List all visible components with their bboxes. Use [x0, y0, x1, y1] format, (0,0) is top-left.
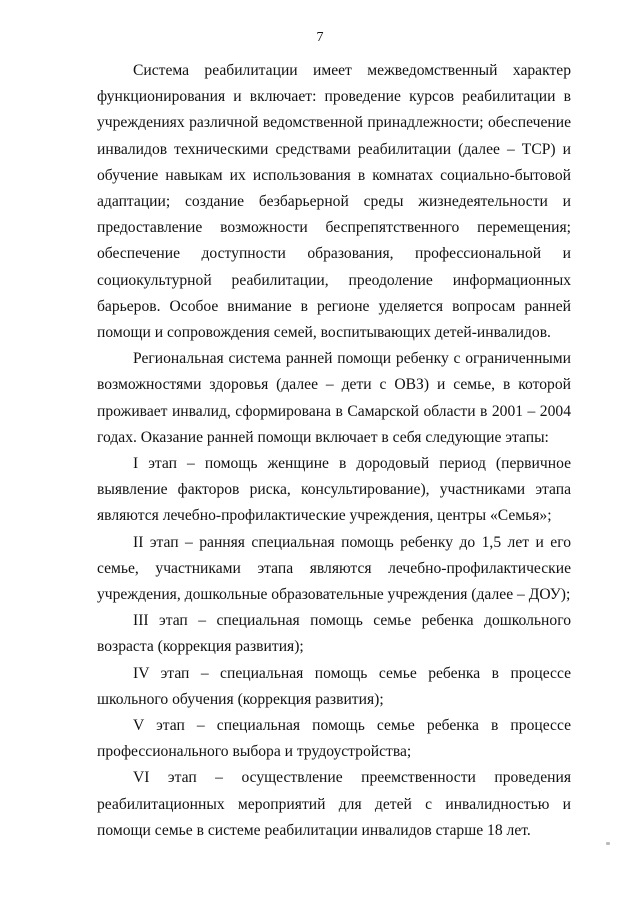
document-body	[97, 58, 571, 844]
paragraph-stage-5: V этап – специальная помощь семье ребенка в процессе профессионального выбора и трудоустройства;	[97, 717, 571, 761]
paragraph-stage-2: II этап – ранняя специальная помощь ребенку до 1,5 лет и его семье, участниками этапа являются лечебно-профилактические учреждения, дошкольные образовательные учреждения (далее – ДОУ);	[97, 533, 571, 604]
scan-speck	[606, 842, 610, 845]
paragraph-stage-3: III этап – специальная помощь семье ребенка дошкольного возраста (коррекция развития);	[97, 612, 571, 656]
paragraph-stage-1: I этап – помощь женщине в дородовый период (первичное выявление факторов риска, консультирование), участниками этапа являются лечебно-профилактические учреждения, центры «Семья»;	[97, 455, 571, 525]
paragraph-stage-6: VI этап – осуществление преемственности проведения реабилитационных мероприятий для детей с инвалидностью и помощи семье в системе реабилитации инвалидов старше 18 лет.	[97, 769, 571, 839]
paragraph-stage-4: IV этап – специальная помощь семье ребенка в процессе школьного обучения (коррекция развития);	[97, 664, 571, 708]
page-number: 7	[316, 30, 324, 45]
paragraph-rehabilitation-system: Система реабилитации имеет межведомственный характер функционирования и включает: проведение курсов реабилитации в учреждениях различной ведомственной принадлежности; обеспечение инвалидов техническими средствами реабилитации (далее – ТСР) и обучение навыкам их использования в комнатах социально-бытовой адаптации; создание безбарьерной среды жизнедеятельности и предоставление возможности беспрепятственного перемещения; обеспечение доступности образования, профессиональной и социокультурной реабилитации, преодоление информационных барьеров. Особое внимание в регионе уделяется вопросам ранней помощи и сопровождения семей, воспитывающих детей-инвалидов.	[97, 62, 571, 342]
paragraph-early-help-system: Региональная система ранней помощи ребенку с ограниченными возможностями здоровья (далее – дети с ОВЗ) и семье, в которой проживает инвалид, сформирована в Самарской области в 2001 – 2004 годах. Оказание ранней помощи включает в себя следующие этапы:	[97, 350, 571, 446]
